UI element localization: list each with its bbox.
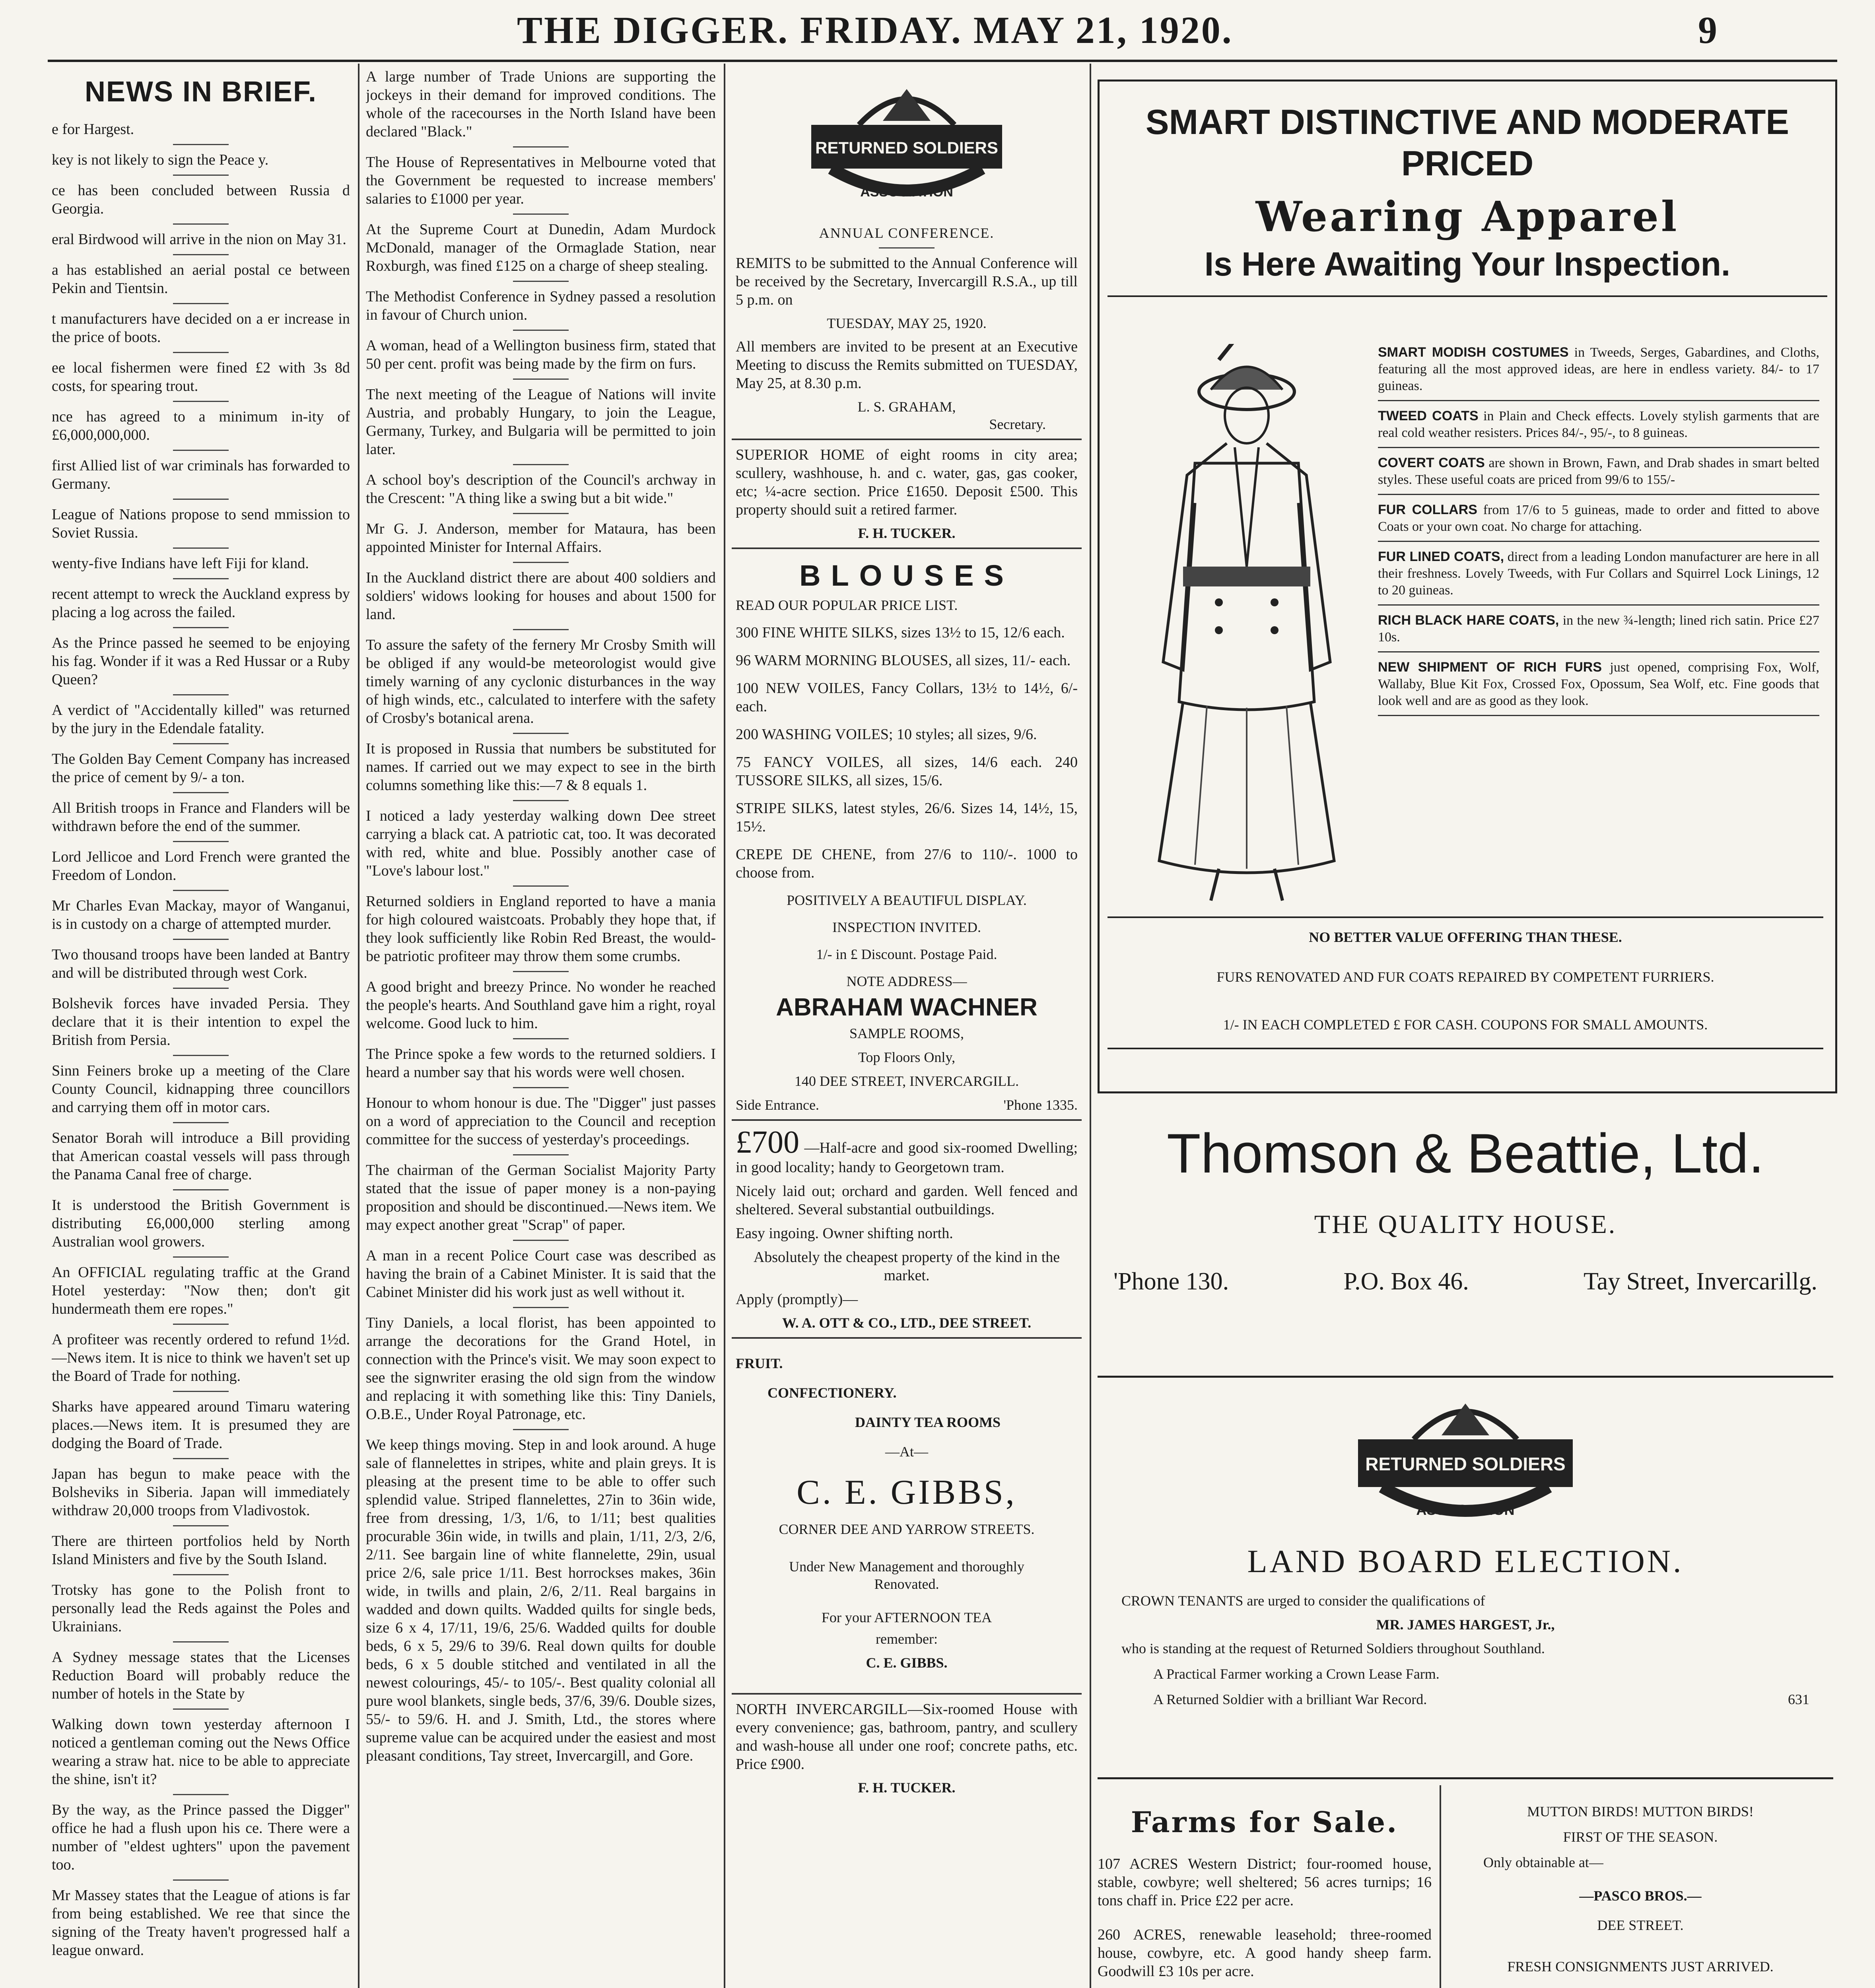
mutton-only: Only obtainable at— (1483, 1854, 1603, 1870)
mutton-first: FIRST OF THE SEASON. (1563, 1829, 1718, 1845)
news-item: recent attempt to wreck the Auckland express by placing a log across the failed. (52, 586, 350, 621)
item-separator (173, 144, 229, 145)
news-item: Lord Jellicoe and Lord French were granted the Freedom of London. (52, 848, 350, 883)
apparel-item-text: from 17/6 to 5 guineas, made to order and fitted to above Coats or your own coat. No charge for attaching. (1378, 503, 1819, 534)
superior-home-body: SUPERIOR HOME of eight rooms in city area; scullery, washhouse, h. and c. water, gas, gas cooker, etc; ¼-acre section. Price £1650. Deposit £500. This property should suit a retired farmer. (736, 447, 1078, 518)
apparel-item-head: COVERT COATS (1378, 455, 1485, 470)
firm-name: Thomson & Beattie, Ltd. (1167, 1122, 1764, 1184)
blouse-item: 96 WARM MORNING BLOUSES, all sizes, 11/- each. (736, 652, 1071, 669)
gibbs-ad (732, 1339, 1082, 1695)
conference-date: TUESDAY, MAY 25, 1920. (827, 315, 987, 331)
item-separator (513, 562, 569, 563)
news-item: By the way, as the Prince passed the Digger" office he had a flush upon his ce. There were a number of "eldest ughters" upon the pavement too. (52, 1802, 350, 1873)
news-item: Mr Charles Evan Mackay, mayor of Wanganui, is in custody on a charge of attempted murder. (52, 897, 350, 932)
gibbs-management: Under New Management and thoroughly Renovated. (789, 1559, 1024, 1592)
apparel-item (1378, 659, 1819, 709)
news-item: Tiny Daniels, a local florist, has been appointed to arrange the decorations for the Grand Hotel, in connection with the Prince's visit. We may soon expect to see the signwriter erasing the old sign from the window and replacing it with something like this: Tiny Daniels, O.B.E., Under Royal Patronage, etc. (366, 1314, 716, 1423)
news-item: Mr Massey states that the League of ations is far from being established. We ree that since the signing of the Treaty haven't progressed half a league onward. (52, 1887, 350, 1959)
news-item: eral Birdwood will arrive in the nion on May 31. (52, 231, 346, 248)
mutton-pasco: —PASCO BROS.— (1579, 1888, 1702, 1904)
item-separator (173, 223, 229, 225)
news-item: Sinn Feiners broke up a meeting of the Clare County Council, kidnapping three councillors and carrying them off in motor cars. (52, 1062, 350, 1116)
news-list-1 (52, 120, 350, 1959)
item-separator (173, 547, 229, 549)
news-item: Japan has begun to make peace with the Bolsheviks in Siberia. Japan will immediately withdraw 20,000 troops from Vladivostok. (52, 1466, 350, 1519)
apparel-headline-2: Wearing Apparel (1255, 192, 1679, 241)
news-item: Honour to whom honour is due. The "Digger" just passes on a word of appreciation to the Council and reception committee for the success of yesterday's proceedings. (366, 1095, 716, 1148)
item-separator (173, 890, 229, 891)
thomson-beattie-ad (1098, 80, 1837, 1093)
apparel-item-rule (1378, 651, 1819, 652)
blouses-display: POSITIVELY A BEAUTIFUL DISPLAY. (787, 892, 1027, 908)
rsa-badge-icon (1346, 1388, 1585, 1539)
land-board-candidate: MR. JAMES HARGEST, Jr., (1376, 1617, 1555, 1633)
lady-in-coat-icon (1115, 344, 1362, 909)
news-item: Two thousand troops have been landed at Bantry and will be distributed through west Cork. (52, 946, 350, 981)
gibbs-fruit: FRUIT. (736, 1355, 783, 1371)
farms-title: Farms for Sale. (1131, 1805, 1399, 1839)
item-separator (173, 939, 229, 940)
item-separator (173, 694, 229, 695)
blouse-items (736, 623, 1078, 882)
item-separator (173, 627, 229, 628)
item-separator (173, 988, 229, 989)
news-item: League of Nations propose to send mmission to Soviet Russia. (52, 506, 350, 541)
item-separator (173, 1391, 229, 1392)
farm-items (1098, 1855, 1432, 1988)
item-separator (173, 1055, 229, 1056)
item-separator (513, 281, 569, 282)
land-board-ref: 631 (1788, 1691, 1809, 1707)
news-item: ee local fishermen were fined £2 with 3s 8d costs, for spearing trout. (52, 359, 350, 394)
gibbs-sign: C. E. GIBBS. (866, 1655, 948, 1671)
apparel-item-rule (1378, 494, 1819, 495)
gibbs-at: —At— (885, 1444, 928, 1460)
blouses-ad (732, 549, 1082, 1121)
item-separator (173, 841, 229, 842)
farm-listing: 107 ACRES Western District; four-roomed house, stable, cowbyre; well sheltered; 56 acres turnips; 16 tons chaff in. Price £22 per acre. (1098, 1856, 1432, 1909)
news-item: Mr G. J. Anderson, member for Mataura, has been appointed Minister for Internal Affairs. (366, 520, 716, 555)
item-separator (513, 733, 569, 734)
right-bottom-column (1448, 1797, 1833, 1988)
news-item: An OFFICIAL regulating traffic at the Grand Hotel yesterday: "Now then; don't git hundermeath them ere ropes." (52, 1264, 350, 1317)
column-rule (724, 64, 725, 1988)
item-separator (173, 1525, 229, 1526)
apparel-item (1378, 408, 1819, 441)
news-item: Returned soldiers in England reported to have a mania for high coloured waistcoats. Probably they hope that, if they look sufficiently like Robin Red Breast, the would-be patriotic profiteer may throw them some crumbs. (366, 893, 716, 965)
item-separator (513, 330, 569, 331)
news-item: The Prince spoke a few words to the returned soldiers. I heard a number say that his words were well chosen. (366, 1046, 716, 1081)
land-board-line-1: A Practical Farmer working a Crown Lease Farm. (1153, 1666, 1440, 1682)
blouses-rooms: SAMPLE ROOMS, (849, 1025, 964, 1041)
news-item: Senator Borah will introduce a Bill providing that American coastal vessels will pass through the Panama Canal free of charge. (52, 1130, 350, 1183)
news-item: A Sydney message states that the Licenses Reduction Board will probably reduce the number of hotels in the State by (52, 1649, 350, 1702)
blouse-item: STRIPE SILKS, latest styles, 26/6. Sizes 14, 14½, 15, 15½. (736, 800, 1078, 835)
news-item: We keep things moving. Step in and look around. A huge sale of flannelettes in stripes, white and plain greys. It is pleasing at the present time to be able to offer such splendid value. Striped flannelettes, 27in to 36in wide, free from dressing, 1/3, 1/6, to 1/11; best qualities procurable 36in wide, in twills and plain, 1/11, 2/3, 2/6, 2/11. See bargain line of white flannelette, 29in, usual price 2/6, sale price 1/11. Best horrockses makes, 36in wide, in twills and plain, 2/6, 2/11. Real bargains in wadded and down quilts. Wadded quilts for single beds, size 6 x 4, 17/11, 19/6, 25/6. Wadded quilts for double beds, 6 x 5, 29/6 to 39/6. Real down quilts for double beds, 6 x 5 double stitched and ventilated in all the newest colourings, 45/- to 105/-. Best quality colonial all pure wool blankets, single beds, 37/6, 39/6. Double sizes, 55/- to 59/6. H. and J. Smith, Ltd., the stores where supreme value can be acquired under the easiest and most pleasant conditions, Tay street, Invercargill, and Gore. (366, 1437, 716, 1764)
rsa-badge-2 (1346, 1388, 1585, 1539)
conference-signatory-title: Secretary. (989, 416, 1046, 432)
item-separator (513, 464, 569, 465)
mutton-dee: DEE STREET. (1597, 1917, 1684, 1933)
farms-ad (1098, 1797, 1432, 1988)
item-separator (173, 450, 229, 451)
blouses-discount: 1/- in £ Discount. Postage Paid. (816, 946, 997, 962)
news-item: It is proposed in Russia that numbers be substituted for names. If carried out we may expect to see in the birth columns something like this:—7 & 8 equals 1. (366, 740, 716, 794)
news-item: As the Prince passed he seemed to be enjoying his fag. Wonder if it was a Red Hussar or a Ruby Queen? (52, 635, 350, 688)
conference-body-2: All members are invited to be present at an Executive Meeting to discuss the Remits submitted on TUESDAY, May 25, at 8.30 p.m. (736, 338, 1078, 392)
apparel-item-head: FUR LINED COATS, (1378, 549, 1504, 564)
item-separator (513, 513, 569, 514)
blouse-item: 200 WASHING VOILES; 10 styles; all sizes, 9/6. (736, 726, 1037, 743)
item-separator (173, 1574, 229, 1575)
news-item: A profiteer was recently ordered to refund 1½d.—News item. It is nice to think we haven't set up the Board of Trade for nothing. (52, 1331, 350, 1384)
property-700-ad (732, 1121, 1082, 1339)
land-board-body-2: who is standing at the request of Returned Soldiers throughout Southland. (1121, 1640, 1545, 1656)
coupons-line: 1/- IN EACH COMPLETED £ FOR CASH. COUPONS FOR SMALL AMOUNTS. (1223, 1017, 1708, 1033)
apparel-item (1378, 344, 1819, 394)
property-price: £700 (736, 1125, 799, 1160)
news-column-1 (52, 68, 350, 1988)
apparel-item-head: SMART MODISH COSTUMES (1378, 345, 1569, 360)
item-separator (173, 743, 229, 744)
apparel-item-text: in the new ¾-length; lined rich satin. Price £27 10s. (1378, 613, 1819, 645)
rsa-badge-icon (799, 77, 1014, 220)
mutton-title: MUTTON BIRDS! MUTTON BIRDS! (1527, 1804, 1754, 1819)
blouse-item: 100 NEW VOILES, Fancy Collars, 13½ to 14½, 6/- each. (736, 680, 1078, 715)
item-separator (513, 1087, 569, 1088)
news-item: Trotsky has gone to the Polish front to personally lead the Reds against the Poles and Ukrainians. (52, 1582, 350, 1635)
blouses-phone: 'Phone 1335. (1003, 1097, 1078, 1113)
news-item: The next meeting of the League of Nations will invite Austria, and probably Hungary, to join the League, Germany, Turkey, and Bulgaria will be permitted to join later. (366, 386, 716, 458)
news-in-brief-title: NEWS IN BRIEF. (84, 76, 317, 108)
apparel-headline-3: Is Here Awaiting Your Inspection. (1204, 245, 1731, 283)
news-item: A school boy's description of the Council's archway in the Crescent: "A thing like a swing but a bit wide." (366, 472, 716, 507)
page-number: 9 (1698, 9, 1717, 51)
item-separator (513, 1240, 569, 1241)
thomson-beattie-footer (1098, 1089, 1833, 1378)
news-item: The Golden Bay Cement Company has increased the price of cement by 9/- a ton. (52, 751, 350, 786)
conference-signatory: L. S. GRAHAM, (857, 399, 956, 415)
apparel-item-text: just opened, comprising Fox, Wolf, Wallaby, Blue Kit Fox, Crossed Fox, Opossum, Sea Wolf, etc. Fine goods that look well and are as good as they look. (1378, 660, 1819, 708)
ads-column (732, 68, 1082, 1988)
news-item: t manufacturers have decided on a er increase in the price of boots. (52, 311, 350, 346)
news-item: nce has agreed to a minimum in-ity of £6,000,000,000. (52, 408, 350, 443)
svg-text:ASSOCIATION: ASSOCIATION (1416, 1502, 1515, 1518)
item-separator (173, 1256, 229, 1258)
item-separator (513, 971, 569, 972)
gibbs-tea-rooms: DAINTY TEA ROOMS (855, 1414, 1001, 1430)
item-separator (513, 885, 569, 887)
apparel-item-text: are shown in Brown, Fawn, and Drab shades in smart belted styles. These useful coats are priced from 99/6 to 155/- (1378, 456, 1819, 487)
blouses-lead: READ OUR POPULAR PRICE LIST. (736, 597, 958, 613)
apparel-item (1378, 612, 1819, 646)
item-separator (173, 1324, 229, 1325)
apparel-item-rule (1378, 715, 1819, 716)
gibbs-remember: remember: (876, 1631, 938, 1647)
masthead-rule (48, 60, 1837, 62)
furs-renovated: FURS RENOVATED AND FUR COATS REPAIRED BY COMPETENT FURRIERS. (1216, 969, 1714, 985)
apparel-item-rule (1378, 447, 1819, 448)
item-separator (513, 1154, 569, 1155)
item-separator (513, 214, 569, 215)
news-item: A man in a recent Police Court case was described as having the brain of a Cabinet Minister. It is said that the Cabinet Minister did his work just as well without it. (366, 1247, 716, 1301)
item-separator (173, 254, 229, 255)
item-separator (513, 1307, 569, 1308)
item-separator (173, 1708, 229, 1710)
land-board-title: LAND BOARD ELECTION. (1247, 1543, 1684, 1579)
blouses-side: Side Entrance. (736, 1097, 819, 1113)
property-agent: W. A. OTT & CO., LTD., DEE STREET. (782, 1315, 1032, 1331)
apparel-item-rule (1378, 400, 1819, 401)
news-item: The Methodist Conference in Sydney passed a resolution in favour of Church union. (366, 288, 716, 323)
apparel-item-rule (1378, 604, 1819, 606)
item-separator (513, 379, 569, 380)
firm-street: Tay Street, Invercarillg. (1584, 1268, 1817, 1295)
land-board-ad (1098, 1380, 1833, 1779)
item-separator (513, 800, 569, 801)
news-item: Walking down town yesterday afternoon I noticed a gentleman coming out the News Office wearing a straw hat. nice to be able to appreciate the shine, isn't it? (52, 1716, 350, 1788)
news-item: first Allied list of war criminals has forwarded to Germany. (52, 457, 350, 492)
svg-text:RETURNED SOLDIERS: RETURNED SOLDIERS (815, 138, 998, 157)
column-rule (358, 64, 359, 1988)
farm-listing: 260 ACRES, renewable leasehold; three-roomed house, cowbyre, etc. A good handy sheep farm. Goodwill £3 10s per acre. (1098, 1926, 1432, 1980)
news-item: All British troops in France and Flanders will be withdrawn before the end of the summer. (52, 800, 350, 835)
blouses-title: BLOUSES (799, 559, 1014, 592)
item-separator (173, 175, 229, 176)
apparel-item-rule (1378, 541, 1819, 542)
blouse-item: 75 FANCY VOILES, all sizes, 14/6 each. 240 TUSSORE SILKS, all sizes, 15/6. (736, 754, 1078, 789)
apparel-item-text: in Plain and Check effects. Lovely stylish garments that are real cold weather resisters. Prices 84/-, 95/-, to 8 guineas. (1378, 409, 1819, 440)
blouses-street: 140 DEE STREET, INVERCARGILL. (794, 1073, 1019, 1089)
news-item: The House of Representatives in Melbourne voted that the Government be requested to increase members' salaries to £1000 per year. (366, 154, 716, 207)
mutton-birds-ad (1448, 1797, 1833, 1988)
apparel-item-head: TWEED COATS (1378, 408, 1479, 423)
news-item: wenty-five Indians have left Fiji for kland. (52, 555, 309, 572)
news-item: e for Hargest. (52, 121, 134, 138)
item-separator (173, 499, 229, 500)
svg-text:ASSOCIATION: ASSOCIATION (860, 184, 953, 200)
conference-heading: ANNUAL CONFERENCE. (819, 225, 995, 241)
news-item: To assure the safety of the fernery Mr Crosby Smith will be obliged if any would-be meteorologist would give timely warning of any cyclonic disturbances in the way of high winds, etc., calculated to interfere with the safety of Crosby's botanical arena. (366, 637, 716, 726)
gibbs-name: C. E. GIBBS, (797, 1473, 1017, 1512)
apparel-item-text: direct from a leading London manufacturer are here in all their freshness. Lovely Tweeds, with Fur Collars and Squirrel Lock Linings, 12 to 20 guineas. (1378, 549, 1819, 598)
news-item: ce has been concluded between Russia d Georgia. (52, 182, 350, 217)
masthead-title: THE DIGGER. FRIDAY. MAY 21, 1920. (517, 9, 1233, 51)
rsa-badge (799, 77, 1014, 220)
apparel-list (1378, 344, 1819, 722)
news-item: A woman, head of a Wellington business firm, stated that 50 per cent. profit was being made by the firm on furs. (366, 337, 716, 372)
property-cheapest: Absolutely the cheapest property of the kind in the market. (753, 1249, 1060, 1284)
item-separator (173, 1189, 229, 1190)
property-desc: —Half-acre and good six-roomed Dwelling; in good locality; handy to Georgetown tram. (736, 1140, 1078, 1176)
news-item: It is understood the British Government is distributing £6,000,000 sterling among Australian wool growers. (52, 1197, 350, 1250)
gibbs-confectionery: CONFECTIONERY. (767, 1385, 897, 1401)
apparel-item (1378, 548, 1819, 599)
news-item: key is not likely to sign the Peace y. (52, 151, 269, 168)
blouses-merchant: ABRAHAM WACHNER (776, 994, 1038, 1021)
item-separator (513, 1429, 569, 1430)
apparel-item-text: in Tweeds, Serges, Gabardines, and Cloths, featuring all the most approved ideas, are here in endless variety. 84/- to 17 guineas. (1378, 345, 1819, 393)
north-invercargill-body: NORTH INVERCARGILL—Six-roomed House with every convenience; gas, bathroom, pantry, and scullery and wash-house all under one roof; concrete paths, etc. Price £900. (736, 1701, 1078, 1773)
gibbs-corner: CORNER DEE AND YARROW STREETS. (779, 1521, 1035, 1537)
rsa-conference-ad (732, 68, 1082, 440)
apparel-item-head: FUR COLLARS (1378, 502, 1477, 517)
item-separator (513, 1038, 569, 1039)
news-item: There are thirteen portfolios held by North Island Ministers and five by the South Island. (52, 1533, 350, 1568)
item-separator (173, 401, 229, 402)
north-invercargill-ad (732, 1695, 1082, 1802)
apparel-item-head: NEW SHIPMENT OF RICH FURS (1378, 660, 1602, 675)
land-board-line-2: A Returned Soldier with a brilliant War Record. (1153, 1691, 1427, 1707)
item-separator (173, 1458, 229, 1459)
news-item: At the Supreme Court at Dunedin, Adam Murdock McDonald, manager of the Ormaglade Station, near Roxburgh, was fined £125 on a charge of sheep stealing. (366, 221, 716, 274)
firm-box: P.O. Box 46. (1343, 1268, 1469, 1295)
apparel-item (1378, 454, 1819, 488)
conference-body: REMITS to be submitted to the Annual Conference will be received by the Secretary, Invercargill R.S.A., up till 5 p.m. on (736, 255, 1078, 308)
item-separator (173, 1122, 229, 1123)
apparel-headline-1: SMART DISTINCTIVE AND MODERATE PRICED (1145, 102, 1790, 183)
property-body: Nicely laid out; orchard and garden. Well fenced and sheltered. Several substantial outbuildings. (736, 1183, 1078, 1218)
north-invercargill-agent: F. H. TUCKER. (858, 1780, 956, 1796)
item-separator (513, 146, 569, 148)
apparel-item (1378, 501, 1819, 535)
quality-house: THE QUALITY HOUSE. (1314, 1210, 1617, 1239)
news-item: I noticed a lady yesterday walking down Dee street carrying a black cat. A patriotic cat, too. It was decorated with red, white and blue. Possibly another case of "Love's labour lost." (366, 808, 716, 879)
blouses-floors: Top Floors Only, (858, 1049, 956, 1065)
lady-illustration (1115, 344, 1362, 909)
column-rule (1090, 64, 1091, 1988)
news-item: A large number of Trade Unions are supporting the jockeys in their demand for improved conditions. The whole of the racecourses in the North Island have been declared "Black." (366, 68, 716, 140)
blouse-item: 300 FINE WHITE SILKS, sizes 13½ to 15, 12/6 each. (736, 624, 1065, 641)
blouses-note: NOTE ADDRESS— (846, 973, 967, 989)
property-easy: Easy ingoing. Owner shifting north. (736, 1225, 953, 1242)
news-list-2 (366, 68, 716, 1765)
column-rule (1440, 1785, 1441, 1988)
news-item: a has established an aerial postal ce between Pekin and Tientsin. (52, 262, 350, 297)
blouse-item: CREPE DE CHENE, from 27/6 to 110/-. 1000 to choose from. (736, 846, 1078, 881)
news-column-2 (366, 68, 716, 1988)
item-separator (173, 1641, 229, 1642)
superior-home-agent: F. H. TUCKER. (858, 525, 956, 541)
firm-phone: 'Phone 130. (1113, 1268, 1229, 1295)
news-item: In the Auckland district there are about 400 soldiers and soldiers' widows looking for houses and about 1500 for land. (366, 569, 716, 623)
item-separator (173, 792, 229, 793)
mutton-fresh: FRESH CONSIGNMENTS JUST ARRIVED. (1507, 1959, 1774, 1974)
news-item: Bolshevik forces have invaded Persia. They declare that it is their intention to expel the British from Persia. (52, 995, 350, 1048)
news-item: A verdict of "Accidentally killed" was returned by the jury in the Edendale fatality. (52, 702, 350, 737)
item-separator (173, 352, 229, 353)
apparel-item-head: RICH BLACK HARE COATS, (1378, 613, 1559, 628)
item-separator (173, 1794, 229, 1795)
item-separator (513, 629, 569, 630)
land-board-body: CROWN TENANTS are urged to consider the qualifications of (1121, 1593, 1485, 1609)
svg-text:RETURNED SOLDIERS: RETURNED SOLDIERS (1365, 1454, 1566, 1474)
news-item: Sharks have appeared around Timaru watering places.—News item. It is presumed they are dodging the Board of Trade. (52, 1398, 350, 1452)
superior-home-ad (732, 440, 1082, 549)
gibbs-afternoon-tea: For your AFTERNOON TEA (821, 1609, 992, 1625)
news-item: A good bright and breezy Prince. No wonder he reached the people's hearts. And Southland gave him a right, royal welcome. Good luck to him. (366, 978, 716, 1032)
property-apply: Apply (promptly)— (736, 1291, 858, 1308)
item-separator (173, 1879, 229, 1881)
news-item: The chairman of the German Socialist Majority Party stated that the issue of paper money is a non-paying proposition and should be discontinued.—News item. We may expect another great "Scrap" of paper. (366, 1162, 716, 1233)
item-separator (173, 303, 229, 304)
item-separator (173, 578, 229, 579)
blouses-inspection: INSPECTION INVITED. (832, 919, 981, 935)
no-better-value: NO BETTER VALUE OFFERING THAN THESE. (1309, 929, 1622, 945)
